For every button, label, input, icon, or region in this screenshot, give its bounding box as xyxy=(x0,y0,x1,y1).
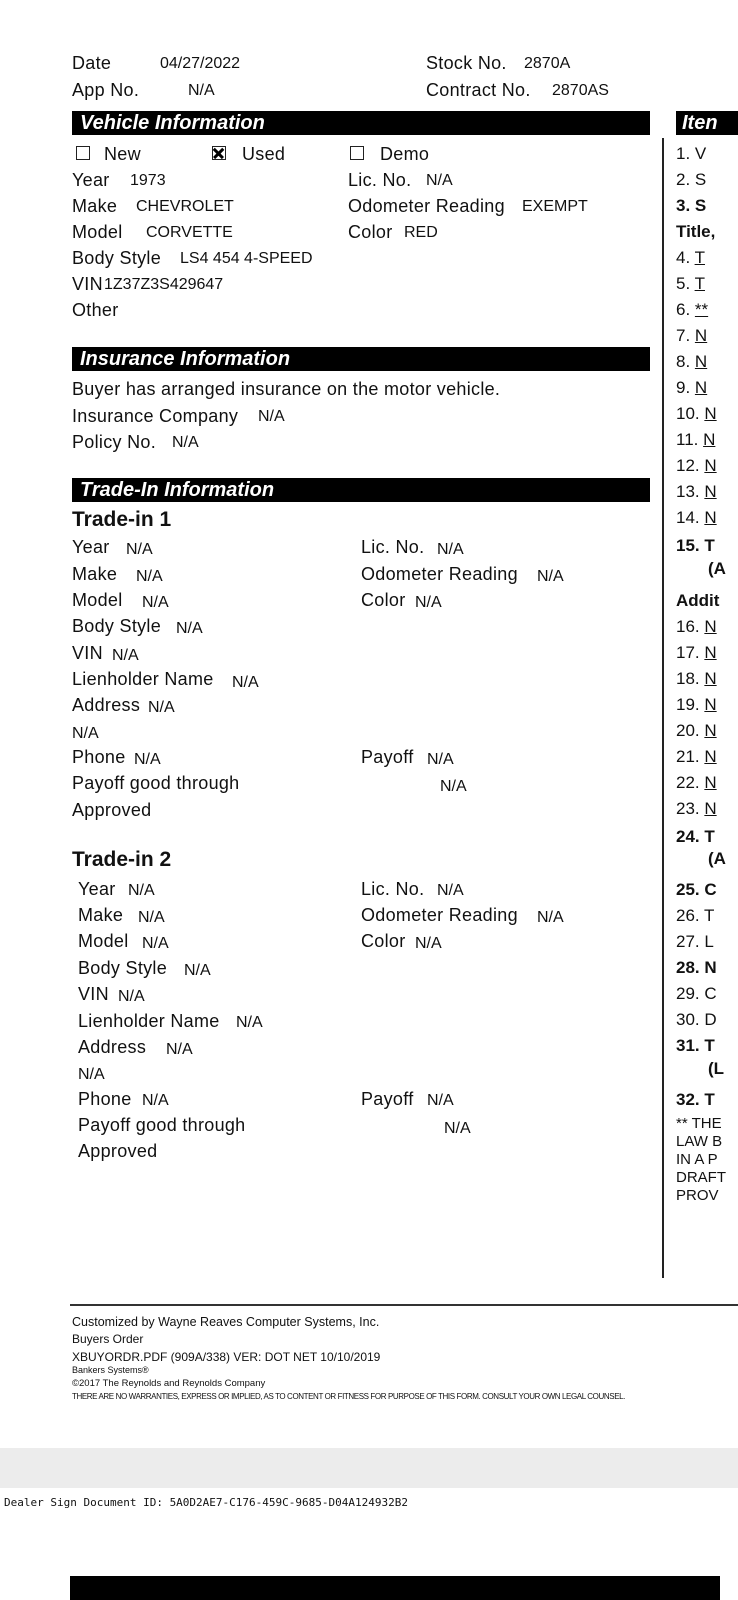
item-row: 21. N xyxy=(676,747,717,766)
insurance-section-title: Insurance Information xyxy=(72,347,650,371)
trade2-phone-label: Phone xyxy=(78,1089,132,1109)
item-row: IN A P xyxy=(676,1151,718,1168)
item-row: 8. N xyxy=(676,352,708,371)
item-row: 30. D xyxy=(676,1010,717,1029)
trade2-model-value: N/A xyxy=(142,935,169,952)
item-row: 16. N xyxy=(676,617,717,636)
item-row: 26. T xyxy=(676,906,715,925)
footer-form-name: Buyers Order xyxy=(72,1332,144,1346)
item-row: 27. L xyxy=(676,932,714,951)
vin-label: VIN xyxy=(72,274,103,294)
item-row: 6. ** xyxy=(676,300,709,319)
trade1-address-label: Address xyxy=(72,695,141,715)
trade1-vin-label: VIN xyxy=(72,643,103,663)
item-row: 9. N xyxy=(676,378,708,397)
trade1-approved-label: Approved xyxy=(72,800,152,820)
item-row: 14. N xyxy=(676,508,717,527)
item-row: 22. N xyxy=(676,773,717,792)
trade2-vin-label: VIN xyxy=(78,984,109,1004)
policy-value: N/A xyxy=(172,434,199,451)
tradein-section-title: Trade-In Information xyxy=(72,478,650,502)
odometer-value: EXEMPT xyxy=(522,198,588,215)
new-label: New xyxy=(104,144,141,164)
footer-warranty: THERE ARE NO WARRANTIES, EXPRESS OR IMPLIED, AS TO CONTENT OR FITNESS FOR PURPOSE OF THIS FORM. CONSULT YOUR OWN LEGAL COUNSEL. xyxy=(72,1392,626,1401)
demo-checkbox[interactable] xyxy=(350,146,364,160)
footer-form-version: XBUYORDR.PDF (909A/338) VER: DOT NET 10/10/2019 xyxy=(72,1350,381,1364)
demo-label: Demo xyxy=(380,144,430,164)
item-row: 11. N xyxy=(676,430,716,449)
date-label: Date xyxy=(72,53,112,73)
trade2-lien-label: Lienholder Name xyxy=(78,1011,220,1031)
make-label: Make xyxy=(72,196,118,216)
item-row: (A xyxy=(708,849,726,868)
trade2-make-value: N/A xyxy=(138,909,165,926)
trade1-phone-value: N/A xyxy=(134,751,161,768)
trade1-address-value: N/A xyxy=(148,699,175,716)
trade-in-1-title: Trade-in 1 xyxy=(72,508,172,531)
item-row: 10. N xyxy=(676,404,717,423)
trade1-year-value: N/A xyxy=(126,541,153,558)
lic-value: N/A xyxy=(426,172,453,189)
trade1-odometer-value: N/A xyxy=(537,568,564,585)
date-value: 04/27/2022 xyxy=(160,55,241,72)
trade2-address-label: Address xyxy=(78,1037,147,1057)
item-row: DRAFT xyxy=(676,1169,726,1186)
item-row: PROV xyxy=(676,1187,719,1204)
stock-label: Stock No. xyxy=(426,53,507,73)
app-value: N/A xyxy=(188,82,215,99)
trade1-make-label: Make xyxy=(72,564,118,584)
item-row: (A xyxy=(708,559,726,578)
trade2-address-value: N/A xyxy=(166,1041,193,1058)
vin-value: 1Z37Z3S429647 xyxy=(104,276,224,293)
insurance-company-label: Insurance Company xyxy=(72,406,239,426)
page-gap xyxy=(0,1448,738,1488)
column-divider xyxy=(662,138,664,1278)
trade1-payoff-good-value: N/A xyxy=(440,778,467,795)
footer-customized: Customized by Wayne Reaves Computer Systems, Inc. xyxy=(72,1315,380,1329)
insurance-company-value: N/A xyxy=(258,408,285,425)
trade1-lic-value: N/A xyxy=(437,541,464,558)
vehicle-section-title: Vehicle Information xyxy=(72,111,650,135)
trade1-payoff-good-label: Payoff good through xyxy=(72,773,240,793)
used-label: Used xyxy=(242,144,286,164)
item-row: 7. N xyxy=(676,326,708,345)
page2-section-bar xyxy=(70,1576,720,1600)
item-row: 5. T xyxy=(676,274,705,293)
year-value: 1973 xyxy=(130,172,166,189)
trade2-color-label: Color xyxy=(361,931,406,951)
trade1-odometer-label: Odometer Reading xyxy=(361,564,518,584)
lic-label: Lic. No. xyxy=(348,170,412,190)
color-value: RED xyxy=(404,224,438,241)
odometer-label: Odometer Reading xyxy=(348,196,505,216)
item-row: 32. T xyxy=(676,1090,715,1109)
trade2-phone-value: N/A xyxy=(142,1092,169,1109)
item-row: LAW B xyxy=(676,1133,723,1150)
new-checkbox[interactable] xyxy=(76,146,90,160)
trade1-make-value: N/A xyxy=(136,568,163,585)
trade2-odometer-label: Odometer Reading xyxy=(361,905,518,925)
trade1-payoff-label: Payoff xyxy=(361,747,414,767)
trade1-body-value: N/A xyxy=(176,620,203,637)
item-row: 15. T xyxy=(676,536,715,555)
item-row: 24. T xyxy=(676,827,715,846)
year-label: Year xyxy=(72,170,110,190)
item-row: Addit xyxy=(676,591,720,610)
trade1-phone-label: Phone xyxy=(72,747,126,767)
trade2-payoff-good-value: N/A xyxy=(444,1120,471,1137)
item-row: 3. S xyxy=(676,196,707,215)
insurance-statement: Buyer has arranged insurance on the motor vehicle. xyxy=(72,379,501,399)
make-value: CHEVROLET xyxy=(136,198,234,215)
item-row: 13. N xyxy=(676,482,717,501)
trade1-year-label: Year xyxy=(72,537,110,557)
item-row: 17. N xyxy=(676,643,717,662)
trade1-model-value: N/A xyxy=(142,594,169,611)
item-row: 4. T xyxy=(676,248,705,267)
model-label: Model xyxy=(72,222,123,242)
trade2-payoff-value: N/A xyxy=(427,1092,454,1109)
trade2-model-label: Model xyxy=(78,931,129,951)
dealer-sign-document-id: Dealer Sign Document ID: 5A0D2AE7-C176-459C-9685-D04A124932B2 xyxy=(4,1496,408,1509)
trade2-payoff-good-label: Payoff good through xyxy=(78,1115,246,1135)
item-row: 18. N xyxy=(676,669,717,688)
trade1-body-label: Body Style xyxy=(72,616,162,636)
trade1-lien-value: N/A xyxy=(232,674,259,691)
trade2-color-value: N/A xyxy=(415,935,442,952)
trade2-payoff-label: Payoff xyxy=(361,1089,414,1109)
trade2-body-label: Body Style xyxy=(78,958,168,978)
trade2-odometer-value: N/A xyxy=(537,909,564,926)
trade2-year-value: N/A xyxy=(128,882,155,899)
item-row: 1. V xyxy=(676,144,707,163)
trade2-make-label: Make xyxy=(78,905,124,925)
item-row: 23. N xyxy=(676,799,717,818)
item-row: (L xyxy=(708,1059,725,1078)
item-row: 28. N xyxy=(676,958,717,977)
trade1-address-line2: N/A xyxy=(72,725,99,742)
trade1-lien-label: Lienholder Name xyxy=(72,669,214,689)
app-label: App No. xyxy=(72,80,140,100)
item-row: 12. N xyxy=(676,456,717,475)
item-row: 20. N xyxy=(676,721,717,740)
item-row: 29. C xyxy=(676,984,717,1003)
trade1-color-label: Color xyxy=(361,590,406,610)
trade2-year-label: Year xyxy=(78,879,116,899)
item-row: Title, xyxy=(676,222,716,241)
trade1-color-value: N/A xyxy=(415,594,442,611)
body-style-label: Body Style xyxy=(72,248,162,268)
trade1-model-label: Model xyxy=(72,590,123,610)
item-row: 25. C xyxy=(676,880,717,899)
other-label: Other xyxy=(72,300,119,320)
trade2-vin-value: N/A xyxy=(118,988,145,1005)
body-style-value: LS4 454 4-SPEED xyxy=(180,250,313,267)
item-row: ** THE xyxy=(676,1115,722,1132)
trade2-address-line2: N/A xyxy=(78,1066,105,1083)
trade2-body-value: N/A xyxy=(184,962,211,979)
trade2-approved-label: Approved xyxy=(78,1141,158,1161)
item-row: 31. T xyxy=(676,1036,715,1055)
color-label: Color xyxy=(348,222,393,242)
footer-copyright: ©2017 The Reynolds and Reynolds Company xyxy=(72,1378,266,1389)
items-section-title: Iten xyxy=(676,111,738,135)
trade1-vin-value: N/A xyxy=(112,647,139,664)
footer-divider xyxy=(70,1304,738,1306)
stock-value: 2870A xyxy=(524,55,571,72)
contract-value: 2870AS xyxy=(552,82,609,99)
used-checkbox[interactable] xyxy=(212,146,226,160)
trade1-lic-label: Lic. No. xyxy=(361,537,425,557)
footer-bankers: Bankers Systems® xyxy=(72,1365,149,1375)
trade1-payoff-value: N/A xyxy=(427,751,454,768)
model-value: CORVETTE xyxy=(146,224,233,241)
trade-in-2-title: Trade-in 2 xyxy=(72,848,172,871)
policy-label: Policy No. xyxy=(72,432,157,452)
item-row: 2. S xyxy=(676,170,707,189)
item-row: 19. N xyxy=(676,695,717,714)
trade2-lien-value: N/A xyxy=(236,1014,263,1031)
trade2-lic-value: N/A xyxy=(437,882,464,899)
contract-label: Contract No. xyxy=(426,80,531,100)
trade2-lic-label: Lic. No. xyxy=(361,879,425,899)
